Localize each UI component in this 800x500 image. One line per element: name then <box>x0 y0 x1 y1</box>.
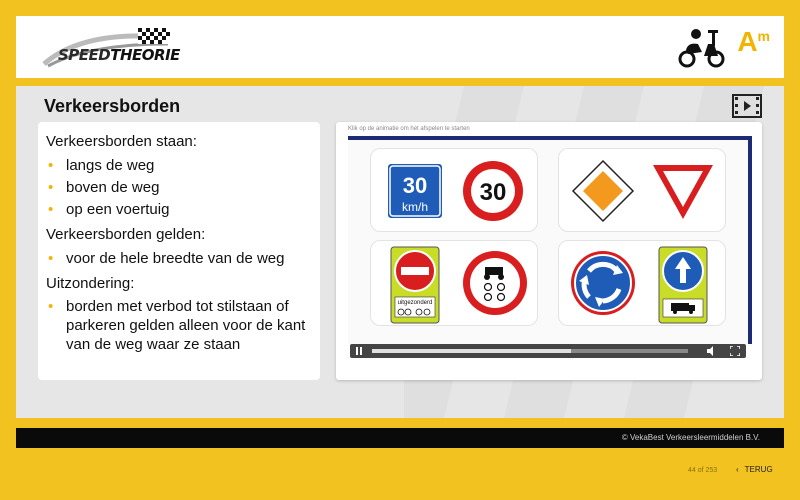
player-hint: Klik op de animatie om het afspelen te starten <box>348 126 470 132</box>
svg-text:uitgezonderd: uitgezonderd <box>397 300 433 306</box>
bullet-list <box>46 297 312 354</box>
back-label: TERUG <box>744 465 773 474</box>
chevron-left-icon: ‹ <box>736 465 739 474</box>
sign-card <box>370 148 538 232</box>
list-item: • langs de weg <box>46 155 312 177</box>
volume-icon[interactable] <box>706 346 716 356</box>
sign-card <box>558 148 726 232</box>
section-heading: Uitzondering: <box>46 275 135 292</box>
list-item: • op een voertuig <box>46 199 312 221</box>
speedtheorie-logo <box>38 26 188 70</box>
back-button[interactable] <box>736 465 773 474</box>
svg-text:30: 30 <box>479 179 507 206</box>
footer-bar <box>16 428 784 448</box>
speed-sign-blue <box>387 163 443 219</box>
license-category-badge <box>678 24 770 72</box>
roundabout-sign <box>571 251 635 315</box>
video-icon[interactable] <box>732 94 762 118</box>
no-entry-exception-sign <box>391 247 439 323</box>
license-category-label: $A^m$ <box>737 26 770 57</box>
lesson-text-box <box>38 122 320 380</box>
player-controls <box>350 344 746 358</box>
animation-stage[interactable] <box>348 136 752 344</box>
sign-card <box>370 240 538 326</box>
pause-icon[interactable] <box>355 347 363 355</box>
one-way-exception-sign <box>659 247 707 323</box>
priority-road-sign <box>573 161 633 221</box>
bullet-list <box>46 155 312 221</box>
section-heading: Verkeersborden staan: <box>46 133 197 150</box>
list-item: • voor de hele breedte van de weg <box>46 248 312 270</box>
fullscreen-icon[interactable] <box>730 346 740 356</box>
svg-text:30: 30 <box>402 173 428 198</box>
moped-icon <box>678 26 726 70</box>
speed-limit-sign <box>463 161 523 221</box>
page-title: Verkeersborden <box>44 96 181 116</box>
list-item: • boven de weg <box>46 177 312 199</box>
no-vehicles-sign <box>463 251 527 315</box>
header <box>16 16 784 78</box>
bullet-list <box>46 248 312 270</box>
video-player[interactable] <box>336 122 762 380</box>
lesson-panel <box>16 86 784 418</box>
sign-card <box>558 240 726 326</box>
progress-bar[interactable] <box>372 349 688 353</box>
section-heading: Verkeersborden gelden: <box>46 226 206 243</box>
page-counter: 44 of 253 <box>688 467 718 474</box>
logo-text: SPEEDTHEORIE <box>58 46 180 64</box>
list-item: • borden met verbod tot stilstaan of parkeren gelden alleen voor de kant van de weg waar ze staan <box>46 297 312 354</box>
progress-fill <box>372 349 571 353</box>
svg-text:km/h: km/h <box>401 200 429 214</box>
copyright-text: © VekaBest Verkeersleermiddelen B.V. <box>621 433 760 442</box>
yield-sign <box>653 165 713 219</box>
